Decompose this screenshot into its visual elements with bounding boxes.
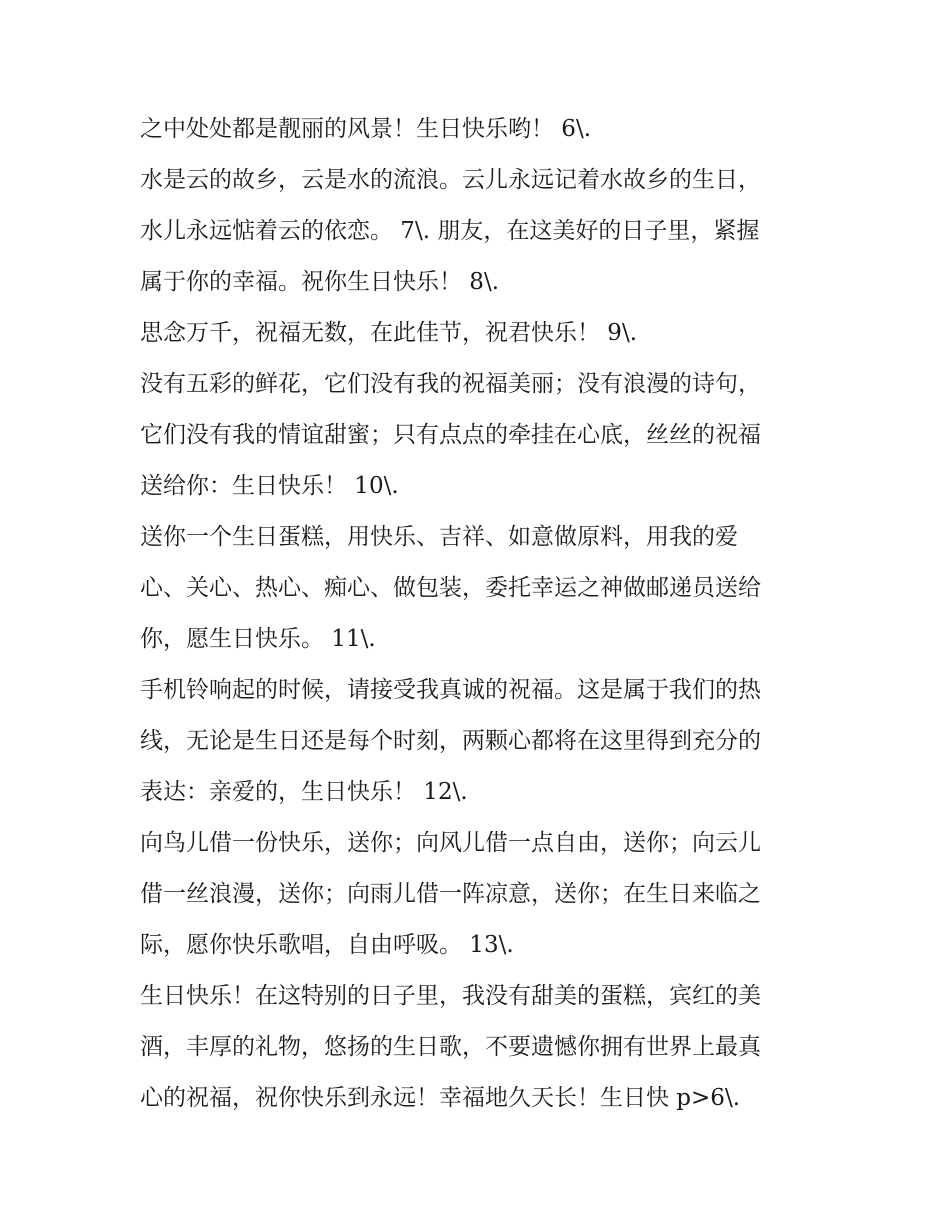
text-line: 际，愿你快乐歌唱，自由呼吸。 13\. <box>140 932 514 958</box>
text-line: 表达：亲爱的，生日快乐！ 12\. <box>140 779 468 805</box>
text-line: 酒，丰厚的礼物，悠扬的生日歌，不要遗憾你拥有世界上最真 <box>140 1034 761 1060</box>
text-line: 之中处处都是靓丽的风景！生日快乐哟！ 6\. <box>140 116 592 142</box>
document-body <box>140 104 820 1124</box>
text-line: 向鸟儿借一份快乐，送你；向风儿借一点自由，送你；向云儿 <box>140 830 761 856</box>
text-line: 水儿永远惦着云的依恋。 7\. 朋友，在这美好的日子里，紧握 <box>140 218 760 244</box>
text-line: 送你一个生日蛋糕，用快乐、吉祥、如意做原料，用我的爱 <box>140 524 738 550</box>
text-line: 借一丝浪漫，送你；向雨儿借一阵凉意，送你；在生日来临之 <box>140 881 761 907</box>
text-line: 它们没有我的情谊甜蜜；只有点点的牵挂在心底，丝丝的祝福 <box>140 422 761 448</box>
text-line: 水是云的故乡，云是水的流浪。云儿永远记着水故乡的生日， <box>140 167 761 193</box>
text-line: 你，愿生日快乐。 11\. <box>140 626 376 652</box>
text-line: 没有五彩的鲜花，它们没有我的祝福美丽；没有浪漫的诗句， <box>140 371 761 397</box>
text-line: 心的祝福，祝你快乐到永远！幸福地久天长！生日快 p>6\. <box>140 1085 740 1111</box>
text-line: 心、关心、热心、痴心、做包装，委托幸运之神做邮递员送给 <box>140 575 761 601</box>
text-line: 生日快乐！在这特别的日子里，我没有甜美的蛋糕，宾红的美 <box>140 983 761 1009</box>
text-line: 属于你的幸福。祝你生日快乐！ 8\. <box>140 269 500 295</box>
text-line: 线，无论是生日还是每个时刻，两颗心都将在这里得到充分的 <box>140 728 761 754</box>
text-line: 手机铃响起的时候，请接受我真诚的祝福。这是属于我们的热 <box>140 677 761 703</box>
text-line: 思念万千，祝福无数，在此佳节，祝君快乐！ 9\. <box>140 320 638 346</box>
text-line: 送给你：生日快乐！ 10\. <box>140 473 399 499</box>
